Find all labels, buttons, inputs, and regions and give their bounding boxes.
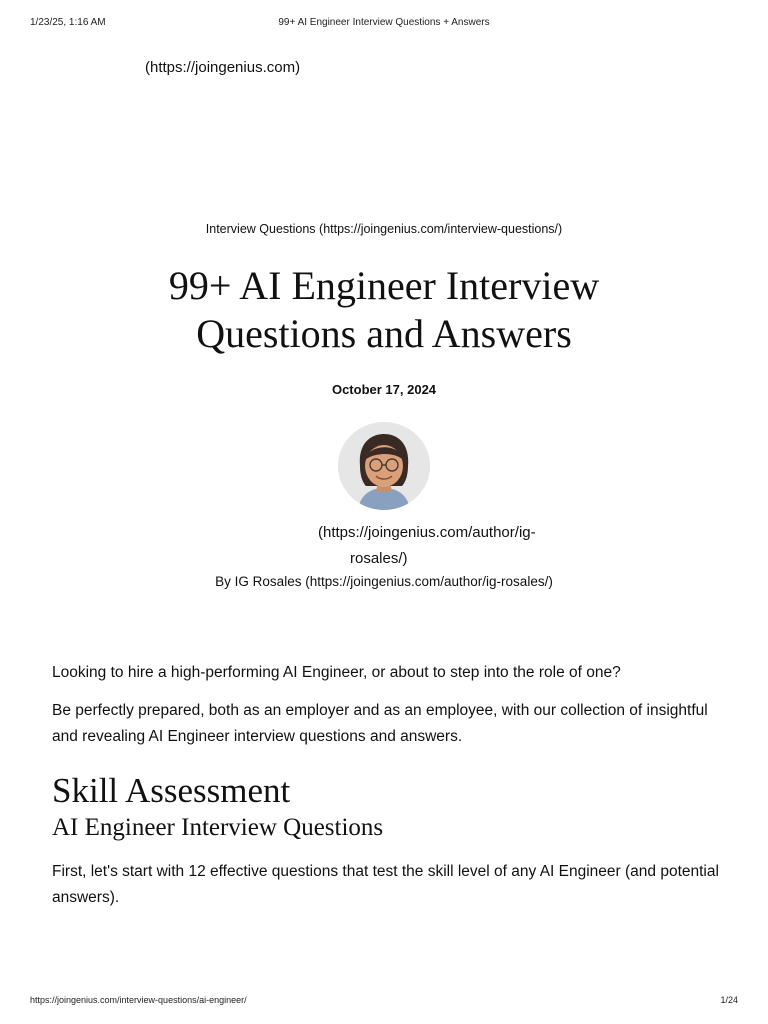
author-avatar[interactable]	[338, 422, 430, 510]
category-link[interactable]: Interview Questions (https://joingenius.com/interview-questions/)	[205, 222, 563, 236]
section-intro-paragraph: First, let's start with 12 effective questions that test the skill level of any AI Engineer (and potential answers).	[52, 863, 719, 906]
author-profile-link[interactable]	[318, 520, 598, 572]
author-link-line-1: (https://joingenius.com/author/ig-	[318, 524, 536, 541]
print-datetime: 1/23/25, 1:16 AM	[30, 17, 106, 28]
author-byline[interactable]: By IG Rosales (https://joingenius.com/author/ig-rosales/)	[215, 574, 553, 589]
page-title	[70, 262, 698, 358]
page-title-line-2: Questions and Answers	[196, 311, 572, 356]
page-title-line-1: 99+ AI Engineer Interview	[168, 263, 600, 308]
section-heading: Skill Assessment	[52, 771, 291, 810]
intro-paragraph-1: Looking to hire a high-performing AI Engineer, or about to step into the role of one?	[52, 664, 621, 681]
print-footer-url: https://joingenius.com/interview-questions/ai-engineer/	[30, 995, 247, 1005]
author-portrait-image	[338, 422, 430, 510]
print-page-number: 1/24	[720, 995, 738, 1005]
section-subheading: AI Engineer Interview Questions	[52, 814, 384, 841]
publish-date: October 17, 2024	[331, 382, 437, 397]
site-home-link[interactable]: (https://joingenius.com)	[145, 59, 301, 76]
print-document-title: 99+ AI Engineer Interview Questions + Answers	[278, 17, 490, 28]
intro-paragraph-2: Be perfectly prepared, both as an employer and as an employee, with our collection of insightful and revealing AI Engineer interview questions and answers.	[52, 702, 708, 745]
author-link-line-2: rosales/)	[350, 550, 408, 567]
